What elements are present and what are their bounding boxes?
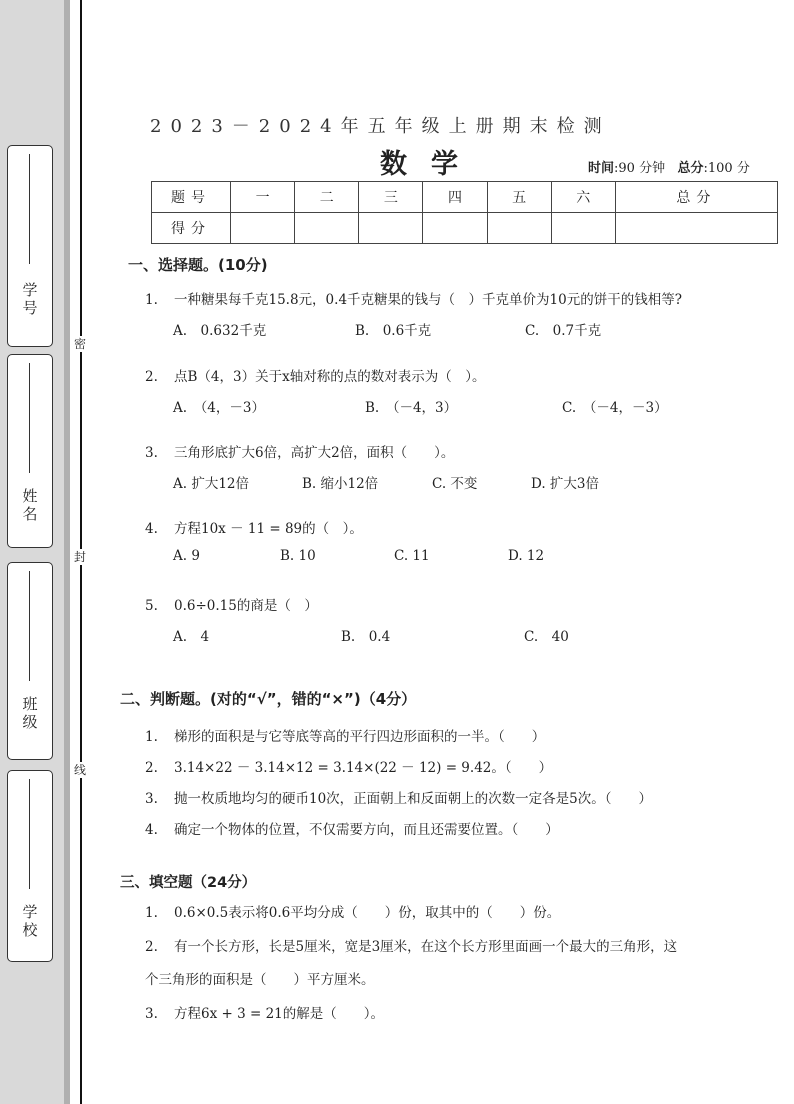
option: A. 9 [173, 548, 200, 564]
seal-char-feng: 封 [73, 550, 86, 564]
question-number: 3. [145, 791, 158, 807]
question-text: 3.14×22 － 3.14×12 = 3.14×(22 － 12) = 9.42。（ ） [174, 760, 553, 776]
question-number: 5. [145, 598, 158, 614]
option: A. （4，－3） [173, 400, 265, 416]
score-cell[interactable] [359, 213, 423, 244]
name-label: 姓 名 [22, 487, 38, 523]
score-header-cell: 三 [359, 182, 423, 213]
question-text: 点B（4，3）关于x轴对称的点的数对表示为（ ）。 [174, 369, 486, 385]
question-number: 2. [145, 939, 158, 955]
option: A. 扩大12倍 [173, 476, 250, 492]
exam-meta [588, 157, 750, 176]
question-text: 0.6×0.5表示将0.6平均分成（ ）份，取其中的（ ）份。 [174, 905, 561, 921]
question-number: 4. [145, 822, 158, 838]
time-label: 时间 [588, 161, 615, 176]
question-1-5 [145, 594, 318, 614]
option: B. 缩小12倍 [302, 476, 379, 492]
score-cell[interactable] [487, 213, 551, 244]
seal-char-mi: 密 [73, 337, 86, 351]
school-field[interactable] [7, 770, 53, 962]
question-2-4 [145, 818, 559, 838]
question-text: 方程10x － 11 = 89的（ ）。 [174, 521, 363, 537]
score-row-label: 得分 [152, 213, 231, 244]
question-3-2-continuation: 个三角形的面积是（ ）平方厘米。 [145, 972, 375, 988]
question-number: 3. [145, 1006, 158, 1022]
question-2-1 [145, 725, 545, 745]
score-cell[interactable] [231, 213, 295, 244]
score-header-cell: 二 [295, 182, 359, 213]
question-2-3 [145, 787, 652, 807]
question-1-1 [145, 288, 682, 308]
question-text: 三角形底扩大6倍，高扩大2倍，面积（ ）。 [174, 445, 455, 461]
option: B. 10 [280, 548, 316, 564]
section-3-title: 三、填空题（24分） [120, 875, 257, 891]
time-value: :90 分钟 [614, 161, 666, 176]
option: C. 0.7千克 [525, 323, 602, 339]
question-text: 一种糖果每千克15.8元，0.4千克糖果的钱与（ ）千克单价为10元的饼干的钱相等? [174, 292, 682, 308]
question-2-2 [145, 756, 552, 776]
exam-title: 2023－2024年五年级上册期末检测 [150, 116, 611, 137]
school-label: 学 校 [22, 903, 38, 939]
option: B. 0.4 [341, 629, 391, 645]
option: B. 0.6千克 [355, 323, 432, 339]
score-header-cell: 四 [423, 182, 487, 213]
score-cell[interactable] [423, 213, 487, 244]
student-id-field[interactable] [7, 145, 53, 347]
student-id-label: 学 号 [22, 281, 38, 317]
subject-title: 数学 [380, 149, 482, 180]
option: A. 4 [173, 629, 210, 645]
question-text: 确定一个物体的位置，不仅需要方向，而且还需要位置。（ ） [174, 822, 559, 838]
score-header-cell: 五 [487, 182, 551, 213]
section-1-title: 一、选择题。(10分) [128, 256, 268, 274]
question-text: 梯形的面积是与它等底等高的平行四边形面积的一半。（ ） [174, 729, 546, 745]
question-number: 2. [145, 369, 158, 385]
score-table [151, 181, 778, 244]
score-cell[interactable] [551, 213, 615, 244]
section-2-title: 二、判断题。(对的“√”，错的“×”)（4分） [120, 690, 417, 708]
name-field[interactable] [7, 354, 53, 548]
score-cell[interactable] [615, 213, 777, 244]
score-header-cell: 六 [551, 182, 615, 213]
score-table-score-row [152, 213, 778, 244]
question-number: 1. [145, 292, 158, 308]
question-number: 2. [145, 760, 158, 776]
score-header-cell: 一 [231, 182, 295, 213]
question-3-3 [145, 1002, 384, 1022]
option: C. 11 [394, 548, 430, 564]
class-label: 班 级 [22, 695, 38, 731]
question-number: 4. [145, 521, 158, 537]
question-1-4 [145, 517, 363, 537]
option: D. 扩大3倍 [531, 476, 600, 492]
question-number: 1. [145, 729, 158, 745]
question-number: 1. [145, 905, 158, 921]
score-header-cell: 总分 [615, 182, 777, 213]
question-3-2 [145, 935, 677, 955]
question-text: 抛一枚质地均匀的硬币10次，正面朝上和反面朝上的次数一定各是5次。（ ） [174, 791, 653, 807]
total-label: 总分 [677, 161, 704, 176]
question-1-3 [145, 441, 454, 461]
question-text: 有一个长方形，长是5厘米，宽是3厘米，在这个长方形里面画一个最大的三角形，这 [174, 939, 678, 955]
question-3-1 [145, 901, 560, 921]
question-text: 方程6x + 3 = 21的解是（ ）。 [174, 1006, 385, 1022]
question-text: 0.6÷0.15的商是（ ） [174, 598, 318, 614]
option: C. 40 [524, 629, 569, 645]
option: A. 0.632千克 [173, 323, 267, 339]
option: C. 不变 [432, 476, 478, 492]
score-header-cell: 题号 [152, 182, 231, 213]
binding-gutter-edge [64, 0, 70, 1104]
seal-char-xian: 线 [73, 763, 86, 777]
question-1-2 [145, 365, 485, 385]
option: C. （－4，－3） [562, 400, 668, 416]
option: B. （－4，3） [365, 400, 458, 416]
question-number: 3. [145, 445, 158, 461]
option: D. 12 [508, 548, 545, 564]
total-value: :100 分 [703, 161, 750, 176]
score-table-header-row [152, 182, 778, 213]
class-field[interactable] [7, 562, 53, 760]
score-cell[interactable] [295, 213, 359, 244]
